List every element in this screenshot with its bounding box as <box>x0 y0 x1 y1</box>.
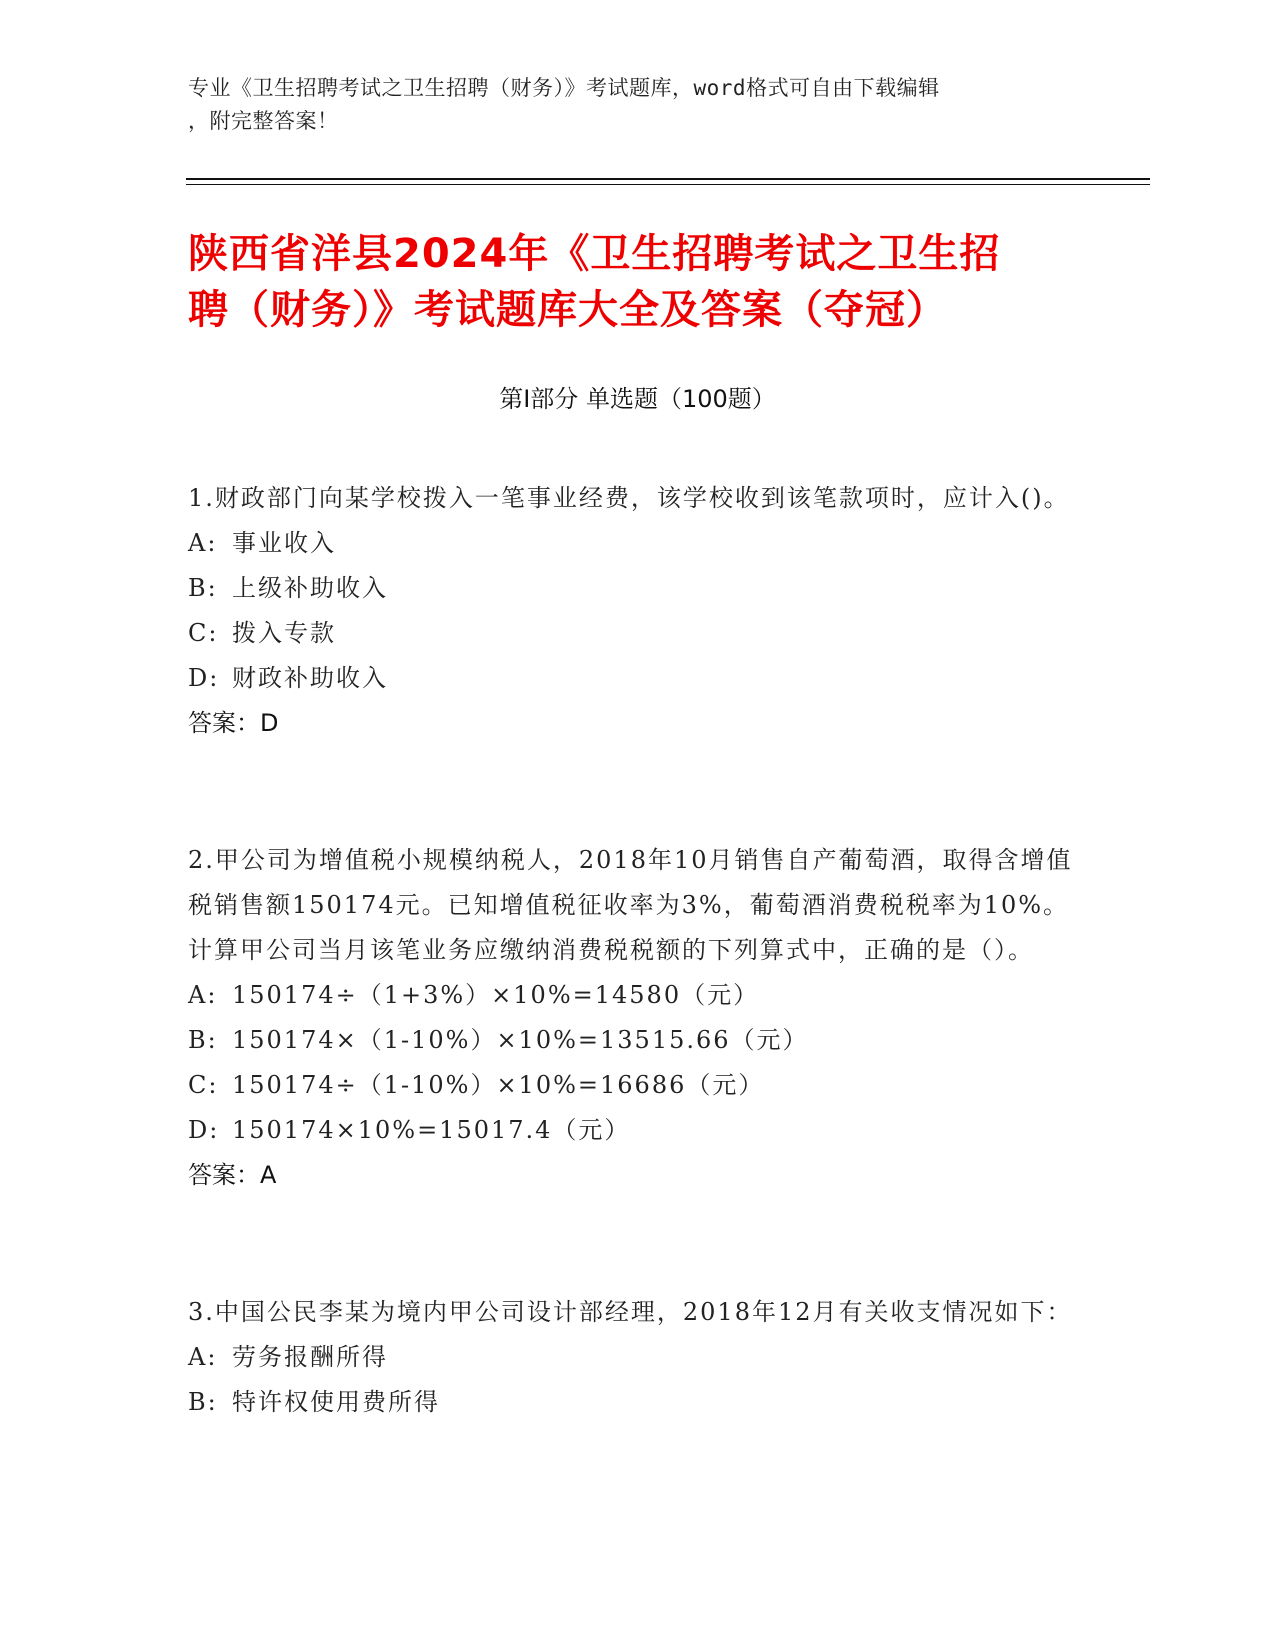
option-letter: C: <box>188 1071 219 1099</box>
question-3 <box>188 1290 1088 1425</box>
question-stem: 2.甲公司为增值税小规模纳税人，2018年10月销售自产葡萄酒，取得含增值税销售额150174元。已知增值税征收率为3%，葡萄酒消费税税率为10%。计算甲公司当月该笔业务应缴纳消费税税额的下列算式中，正确的是（）。 <box>188 846 1073 964</box>
option-text: 特许权使用费所得 <box>232 1388 440 1416</box>
option-letter: A: <box>188 1343 218 1371</box>
section-heading: 第Ⅰ部分 单选题（100题） <box>499 385 776 413</box>
question-option-b <box>188 1018 1088 1063</box>
document-title: 陕西省洋县2024年《卫生招聘考试之卫生招 聘（财务）》考试题库大全及答案（夺冠） <box>188 231 1001 333</box>
option-letter: D: <box>188 1116 220 1144</box>
option-letter: B: <box>188 1026 218 1054</box>
question-stem: 3.中国公民李某为境内甲公司设计部经理，2018年12月有关收支情况如下： <box>188 1298 1073 1326</box>
question-option-a <box>188 1335 1088 1380</box>
option-text: 150174×（1-10%）×10%=13515.66（元） <box>232 1026 809 1054</box>
header-note-line-1: 专业《卫生招聘考试之卫生招聘（财务）》考试题库，word格式可自由下载编辑 <box>188 76 940 100</box>
question-stem: 1.财政部门向某学校拨入一笔事业经费，该学校收到该笔款项时，应计入()。 <box>188 484 1070 512</box>
option-text: 150174÷（1+3%）×10%=14580（元） <box>232 981 760 1009</box>
question-option-c <box>188 1063 1088 1108</box>
option-text: 拨入专款 <box>232 619 336 647</box>
question-option-a <box>188 521 1088 566</box>
header-rule-thin <box>186 184 1150 185</box>
question-2 <box>188 838 1088 1198</box>
header-rule-thick <box>186 178 1150 180</box>
question-1 <box>188 476 1088 746</box>
question-answer: 答案：A <box>188 1161 277 1189</box>
question-option-d <box>188 1108 1088 1153</box>
option-text: 150174×10%=15017.4（元） <box>232 1116 631 1144</box>
header-note-line-2: ，附完整答案！ <box>188 109 339 133</box>
option-letter: A: <box>188 529 218 557</box>
option-text: 财政补助收入 <box>232 664 388 692</box>
question-answer: 答案：D <box>188 709 279 737</box>
option-text: 事业收入 <box>232 529 336 557</box>
option-text: 150174÷（1-10%）×10%=16686（元） <box>232 1071 765 1099</box>
header-note <box>188 72 1088 138</box>
option-letter: B: <box>188 574 218 602</box>
question-option-b <box>188 566 1088 611</box>
question-option-c <box>188 611 1088 656</box>
question-option-b <box>188 1380 1088 1425</box>
option-letter: C: <box>188 619 219 647</box>
option-letter: A: <box>188 981 218 1009</box>
option-letter: B: <box>188 1388 218 1416</box>
option-text: 劳务报酬所得 <box>232 1343 388 1371</box>
question-option-d <box>188 656 1088 701</box>
option-text: 上级补助收入 <box>232 574 388 602</box>
option-letter: D: <box>188 664 220 692</box>
question-option-a <box>188 973 1088 1018</box>
